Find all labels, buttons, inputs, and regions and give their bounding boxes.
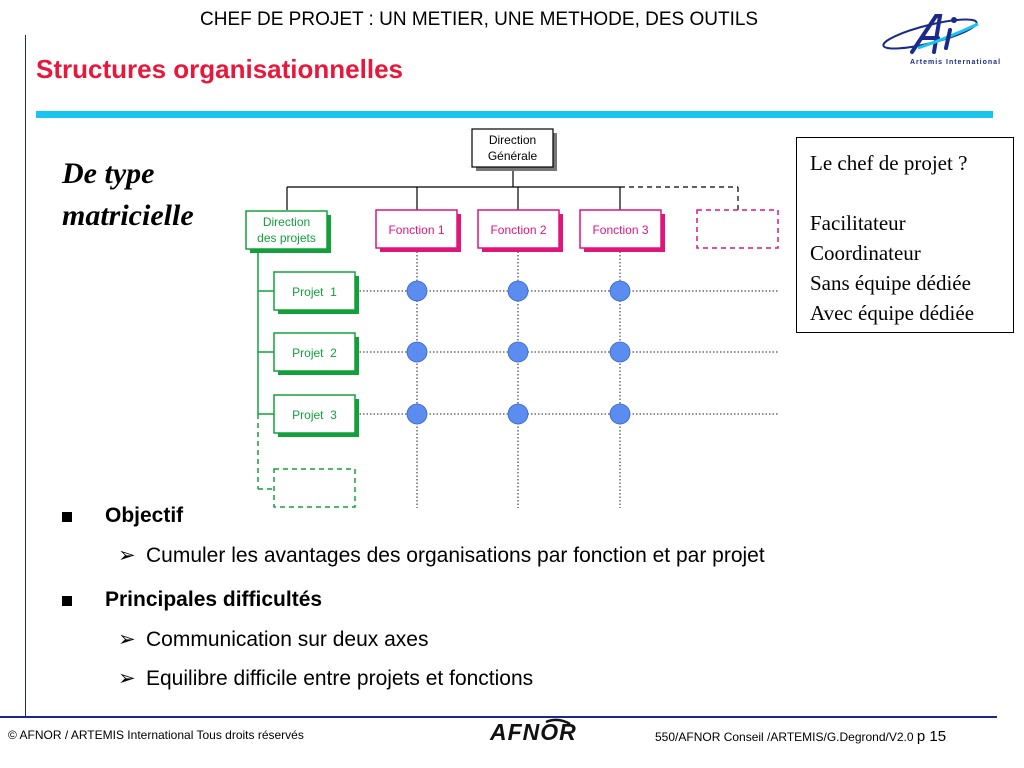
function-placeholder — [697, 210, 778, 248]
intersection-dot — [508, 342, 528, 362]
sub-bullet-text: Cumuler les avantages des organisations par fonction et par projet — [146, 544, 765, 567]
project-label: Projet 2 — [292, 346, 337, 360]
square-bullet-icon — [62, 596, 72, 606]
footer-reference-text: 550/AFNOR Conseil /ARTEMIS/G.Degrond/V2.0 — [655, 730, 914, 744]
direction-generale-line-1: Direction — [488, 133, 537, 147]
intersection-dot — [610, 281, 630, 301]
sub-bullet-text: Communication sur deux axes — [146, 628, 429, 651]
sub-bullet-text: Equilibre difficile entre projets et fonctions — [146, 667, 534, 690]
intersection-dot — [407, 342, 427, 362]
project-label: Projet 3 — [292, 408, 337, 422]
direction-projets-line-2: des projets — [257, 231, 316, 245]
intersection-dot — [610, 404, 630, 424]
sub-bullet — [118, 627, 428, 652]
slide-title: Structures organisationnelles — [36, 54, 403, 84]
function-node — [376, 210, 461, 252]
function-node — [580, 210, 665, 252]
direction-projets-node — [246, 211, 331, 253]
side-box-item: Avec équipe dédiée — [810, 301, 975, 325]
side-box-item: Coordinateur — [810, 241, 921, 265]
project-node — [274, 333, 359, 375]
bullet-heading: Objectif — [105, 504, 184, 527]
arrow-bullet-icon: ➢ — [118, 667, 136, 690]
function-label: Fonction 2 — [490, 223, 547, 237]
footer-copyright: © AFNOR / ARTEMIS International Tous droits réservés — [8, 728, 304, 742]
project-node — [274, 395, 359, 437]
side-box-item: Facilitateur — [810, 211, 906, 235]
arrow-bullet-icon: ➢ — [118, 544, 136, 567]
sub-bullet — [118, 666, 533, 691]
project-node — [274, 272, 359, 314]
header-title: CHEF DE PROJET : UN METIER, UNE METHODE, DES OUTILS — [200, 9, 759, 30]
logo-wordmark: Artemis International — [910, 59, 1002, 66]
chef-de-projet-box — [796, 137, 1014, 333]
intersection-dot — [407, 404, 427, 424]
intersection-dot — [508, 281, 528, 301]
afnor-logo — [488, 718, 598, 748]
square-bullet-icon — [62, 512, 72, 522]
footer-reference — [655, 728, 946, 745]
subtitle-line-2: matricielle — [62, 199, 194, 232]
project-label: Projet 1 — [292, 285, 337, 299]
side-box-question: Le chef de projet ? — [810, 151, 968, 175]
intersection-dot — [508, 404, 528, 424]
afnor-wordmark: AFNOR — [490, 719, 577, 745]
intersection-dot — [407, 281, 427, 301]
intersection-dot — [610, 342, 630, 362]
direction-projets-line-1: Direction — [262, 215, 311, 229]
sub-bullet — [118, 543, 765, 568]
function-label: Fonction 1 — [388, 223, 445, 237]
side-box-item: Sans équipe dédiée — [810, 271, 971, 295]
function-node — [478, 210, 563, 252]
page-number: p 15 — [916, 728, 947, 745]
side-box-spacer — [810, 178, 1013, 208]
project-placeholder — [274, 469, 355, 507]
direction-generale-node — [472, 129, 557, 171]
direction-generale-line-2: Générale — [487, 149, 538, 163]
bullet-heading: Principales difficultés — [105, 588, 323, 611]
subtitle-line-1: De type — [62, 157, 155, 190]
arrow-bullet-icon: ➢ — [118, 628, 136, 651]
function-label: Fonction 3 — [592, 223, 649, 237]
